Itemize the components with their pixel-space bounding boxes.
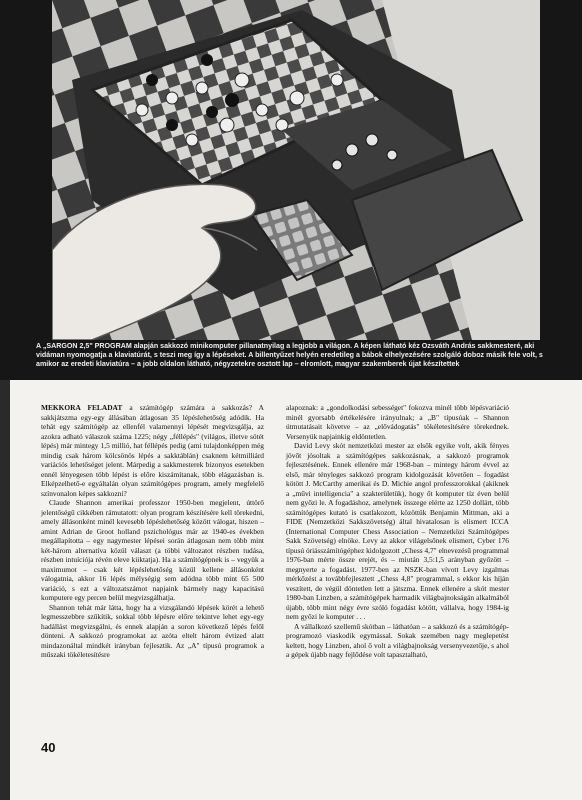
chess-computer-photo [52,0,540,340]
article-left-column [41,403,264,660]
paragraph: A vállalkozó szellemű skótban – láthatóan – a sakkozó és a számítógép-programozó viaskodik egymással. Sokak szemében nagy meglepetést keltett, hogy Linzben, ahol ő volt a világbajnokság versenyvezetője, s ahol a gépek újabb nagy fejlődése volt tapasztalható, [286,621,509,659]
article-runin-heading: MEKKORA FELADAT [41,403,123,412]
paragraph: alapoznak: a „gondolkodási sebességet" fokozva minél több lépésvariáció minél gyorsabb értékelésére irányulnak; a „B" típusúak – Shannon útmutatásait követve – az „elővádogatás" tökéletesítésére törekednek. Versenyük napjainkig eldöntetlen. [286,403,509,441]
paragraph-text: a számítógép számára a sakkozás? A sakkjátszma egy-egy állásában átlagosan 35 lépéslehetőség adódik. Ha tehát egy számítógép az ellenfél valamennyi lépését megvizsgálja, az azokra adható válaszok száma 1225; négy „féllépés" (világos, illetve sötét lépés) már mintegy 1,5 millió, hat féllépés pedig (ami tulajdonképpen még mindig csak három kölcsönös lépés a sakktáblán) csaknem kétmilliárd variációs lehetőséget jelent. Márpedig a sakkmesterek bizonyos esetekben ennél lényegesen több lépést is előre kiszámítanak, több elágazásban is. Elképzelhető-e egyáltalán olyan számítógépes program, amely megfelelő színvonalon képes sakkozni? [41,403,265,498]
paragraph: Shannon tehát már látta, hogy ha a vizsgálandó lépések körét a lehető legmesszebbre szűkítik, sokkal több lépésre előre tekintve lehet egy-egy hadállást megvizsgálni, és ennek alapján a soron következő lépés felől dönteni. A sakkozó programokat az azóta eltelt három évtized alatt mindazonáltal mindkét irányban fejlesztik. Az „A" típusú programok a műszaki tökéletesítésre [41,602,264,659]
paragraph [41,403,264,498]
page-edge-shadow [0,380,10,800]
page-number: 40 [41,740,56,755]
paragraph: Claude Shannon amerikai professzor 1950-ben megjelent, úttörő jelentőségű cikkében rámutatott: olyan program készítésére kell törekedni, amely állásonként minél kevesebb lépéslehetőség között válogat, hiszen – amint Adrian de Groot holland pszichológus már az 1940-es években megállapította – egy nagymester lépései során átlagosan nem több mint két-három alternatíva közül választ (a többi változatot részben tudása, részben intuíciója révén eleve kiiktatja). Ha a számítógépnek is – vegyük a maximumot – csak két lépéslehetőség közül kellene állásonként válogatnia, akkor 16 lépés mélységig sem adódna több mint 65 500 variáció, s ezt a változatszámot napjaink bármely nagy kapacitású komputere egy percen belül megvizsgálhatja. [41,498,264,602]
paragraph: David Levy skót nemzetközi mester az elsők egyike volt, akik fényes jövőt jósoltak a számítógépes sakkozásnak, a sakkozó programok fejlesztésének. Ennek ellenére már 1968-ban – mintegy három évvel az első, már tényleges sakkozó program kidolgozását követően – fogadást kötött J. McCarthy amerikai és D. Michie angol professzorokkal (akiknek a „művi intelligencia" a szakterületük), hogy őt komputer tíz éven belül nem győzi le. A fogadáshoz, amelynek összege elérte az 1250 dollárt, több számítógépes kutató is csatlakozott, közöttük Benjamin Mittman, aki a FIDE (Nemzetközi Sakkszövetség) által hivatalosan is elismert ICCA (International Computer Chess Association – Nemzetközi Számítógépes Sakk Szövetség) elnöke. Levy az akkor világelsőnek elismert, Cyber 176 típusú óriásszámítógéphez kidolgozott „Chess 4,7" elnevezésű programmal 1976-ban mérte össze erejét, és – miután 3,5:1,5 arányban győzött – megnyerte a fogadást. 1977-ben az NSZK-ban vívott Levy izgalmas mérkőzést a továbbfejlesztett „Chess 4,8" programmal, s ekkor kis híján veszített, de végül döntetlen lett a játszma. Ennek ellenére a skót mester 1980-ban Linzben, a számítógépek harmadik világbajnokságán alkalmából újabb, több mint négy évre szóló fogadást kötött, vállalva, hogy 1984-ig nem győzi le komputer . . . [286,441,509,621]
caption-text: alapján sakkozó minikomputer pillanatnyilag a legjobb a világon. A képen látható kéz Ozsváth András sakkmesteré, aki vidáman nyomogatja a klaviatúrát, s teszi meg így a lépéseket. A billentyűzet helyén eredetileg a bábok elhelyezésére szolgáló doboz másik fele volt, s amikor az eredeti klaviatúra – a jobb oldalon látható, négyzetekre osztott lap – elromlott, magyar szakemberek újat készítettek [36,342,543,369]
article-right-column [286,403,509,660]
photo-caption [36,342,556,370]
caption-lead: A „SARGON 2,5" PROGRAM [36,342,132,350]
